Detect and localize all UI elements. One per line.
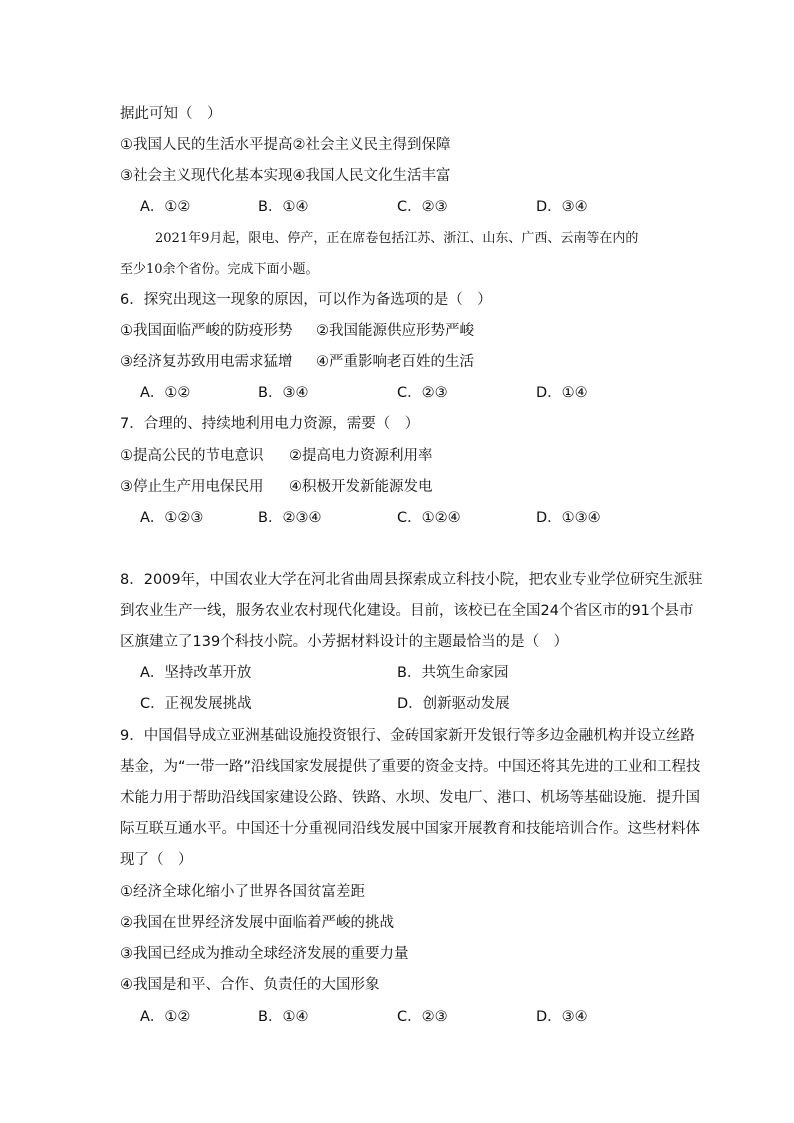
q9-option-a: A．①② xyxy=(140,1009,191,1025)
q9-option-b: B．①④ xyxy=(258,1009,309,1025)
q7-statement-2: ②提高电力资源利用率 xyxy=(289,448,433,464)
q9-statement-3: ③我国已经成为推动全球经济发展的重要力量 xyxy=(120,946,409,962)
q9-line-1: 9．中国倡导成立亚洲基础设施投资银行、金砖国家新开发银行等多边金融机构并设立丝路 xyxy=(120,728,695,744)
q9-statement-1: ①经济全球化缩小了世界各国贫富差距 xyxy=(120,884,365,900)
q6-stem: 6．探究出现这一现象的原因，可以作为备选项的是（ ） xyxy=(120,292,492,308)
q7-option-c: C．①②④ xyxy=(397,510,461,526)
q5-option-a: A．①② xyxy=(140,199,191,215)
q9-option-c: C．②③ xyxy=(397,1009,448,1025)
q5-statement-line-2: ③社会主义现代化基本实现④我国人民文化生活丰富 xyxy=(120,168,451,184)
q7-option-d: D．①③④ xyxy=(536,510,601,526)
q8-option-d: D．创新驱动发展 xyxy=(397,696,510,712)
q9-option-d: D．③④ xyxy=(536,1009,588,1025)
q9-statement-2: ②我国在世界经济发展中面临着严峻的挑战 xyxy=(120,915,394,931)
material-line-2: 至少10余个省份。完成下面小题。 xyxy=(120,262,319,277)
q6-option-a: A．①② xyxy=(140,385,191,401)
q8-line-3: 区旗建立了139个科技小院。小芳据材料设计的主题最恰当的是（ ） xyxy=(120,634,569,650)
q7-statement-4: ④积极开发新能源发电 xyxy=(289,479,433,495)
q7-stem: 7．合理的、持续地利用电力资源，需要（ ） xyxy=(120,416,420,432)
q5-stem-end: 据此可知（ ） xyxy=(120,106,222,122)
q9-line-4: 际互联互通水平。中国还十分重视同沿线发展中国家开展教育和技能培训合作。这些材料体 xyxy=(120,821,700,837)
q9-line-2: 基金，为“一带一路”沿线国家发展提供了重要的资金支持。中国还将其先进的工业和工程技 xyxy=(120,759,701,775)
q7-option-a: A．①②③ xyxy=(140,510,204,526)
material-line-1: 2021年9月起，限电、停产，正在席卷包括江苏、浙江、山东、广西、云南等在内的 xyxy=(155,231,639,246)
q6-statement-3: ③经济复苏致用电需求猛增 xyxy=(120,354,293,370)
q6-option-b: B．③④ xyxy=(258,385,309,401)
q6-statement-1: ①我国面临严峻的防疫形势 xyxy=(120,323,293,339)
q9-statement-4: ④我国是和平、合作、负责任的大国形象 xyxy=(120,977,380,993)
q5-statement-line-1: ①我国人民的生活水平提高②社会主义民主得到保障 xyxy=(120,137,451,153)
q9-line-5: 现了（ ） xyxy=(120,852,193,868)
q9-line-3: 术能力用于帮助沿线国家建设公路、铁路、水坝、发电厂、港口、机场等基础设施．提升国 xyxy=(120,790,700,806)
q7-option-b: B．②③④ xyxy=(258,510,322,526)
q8-line-1: 8．2009年，中国农业大学在河北省曲周县探索成立科技小院，把农业专业学位研究生派驻 xyxy=(120,572,703,588)
q5-option-c: C．②③ xyxy=(397,199,448,215)
q7-statement-3: ③停止生产用电保民用 xyxy=(120,479,264,495)
q5-option-d: D．③④ xyxy=(536,199,588,215)
q7-statement-1: ①提高公民的节电意识 xyxy=(120,448,264,464)
q6-option-c: C．②③ xyxy=(397,385,448,401)
q5-option-b: B．①④ xyxy=(258,199,309,215)
q6-statement-4: ④严重影响老百姓的生活 xyxy=(316,354,474,370)
q8-line-2: 到农业生产一线，服务农业农村现代化建设。目前，该校已在全国24个省区市的91个县市 xyxy=(120,603,694,619)
q6-option-d: D．①④ xyxy=(536,385,588,401)
q8-option-b: B．共筑生命家园 xyxy=(397,665,509,681)
q8-option-c: C．正视发展挑战 xyxy=(140,696,252,712)
q6-statement-2: ②我国能源供应形势严峻 xyxy=(316,323,474,339)
q8-option-a: A．坚持改革开放 xyxy=(140,665,252,681)
